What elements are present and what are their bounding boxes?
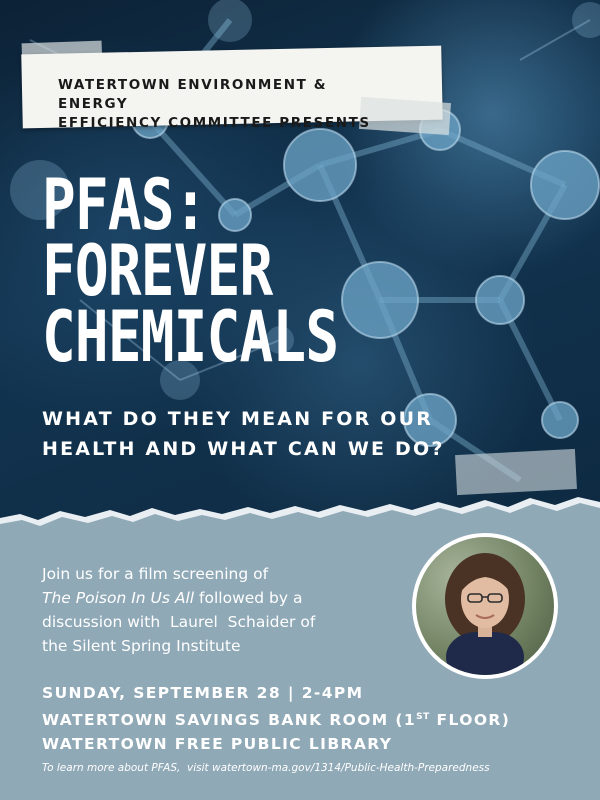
title-line: PFAS: [42, 164, 207, 246]
description-line: the Silent Spring Institute [42, 637, 241, 655]
speaker-portrait-icon [416, 537, 554, 675]
presenter-label [58, 76, 388, 133]
description-line: discussion with Laurel Schaider of [42, 613, 316, 631]
presenter-line: WATERTOWN ENVIRONMENT & ENERGY [58, 77, 328, 112]
event-room [42, 705, 582, 732]
description-text: followed by a [199, 589, 303, 607]
title-line: FOREVER [42, 230, 273, 312]
description-line [42, 586, 412, 610]
title-line: CHEMICALS [42, 296, 339, 378]
description-line: Join us for a film screening of [42, 565, 269, 583]
subtitle-line: WHAT DO THEY MEAN FOR OUR [42, 408, 434, 430]
footer-link-text: To learn more about PFAS, visit watertown-ma.gov/1314/Public-Health-Preparedness [42, 762, 490, 774]
event-room-end: FLOOR) [429, 711, 511, 729]
speaker-photo [412, 533, 558, 679]
subtitle-line: HEALTH AND WHAT CAN WE DO? [42, 438, 445, 460]
event-description [42, 562, 412, 658]
presenter-line: EFFICIENCY COMMITTEE PRESENTS [58, 115, 371, 131]
event-info [42, 681, 582, 756]
event-room-text: WATERTOWN SAVINGS BANK ROOM (1 [42, 711, 417, 729]
tape-strip [455, 449, 577, 495]
film-title: The Poison In Us All [42, 589, 195, 607]
event-venue: WATERTOWN FREE PUBLIC LIBRARY [42, 735, 393, 753]
event-room-superscript: ST [416, 712, 430, 722]
page-title [42, 164, 378, 378]
event-date-time: SUNDAY, SEPTEMBER 28 | 2-4PM [42, 684, 364, 702]
